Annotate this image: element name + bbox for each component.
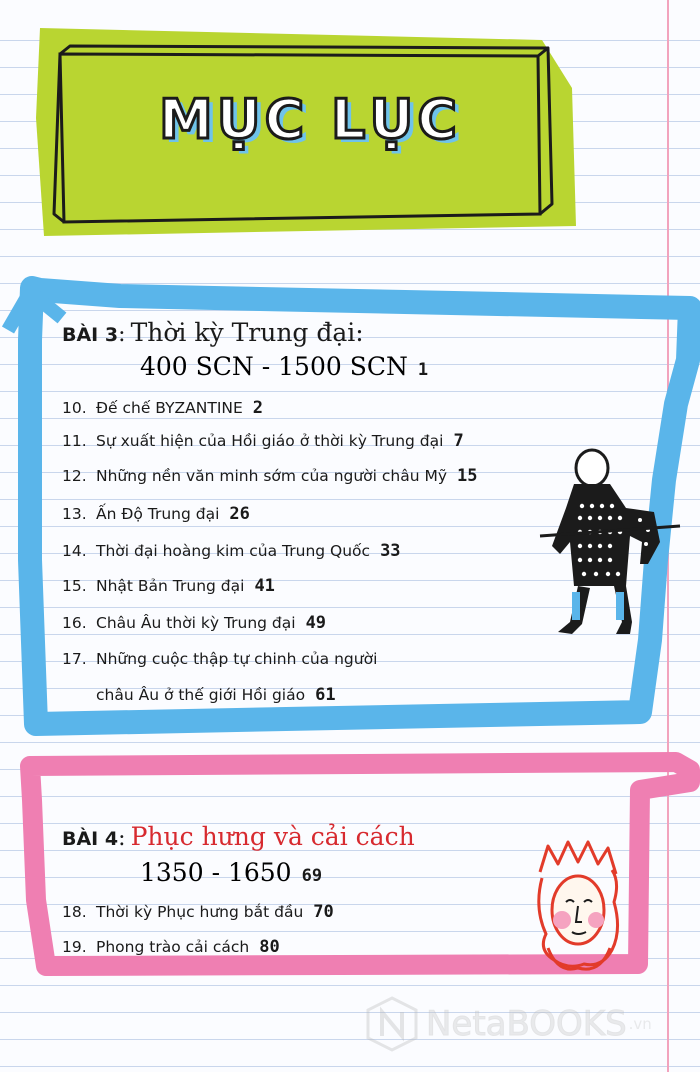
queen-illustration (528, 838, 628, 978)
toc-entry-number: 15. (62, 577, 87, 595)
toc-entry-title: Phong trào cải cách (96, 938, 250, 956)
page-title: MỤC LỤC (159, 88, 461, 151)
toc-entry-title: Ấn Độ Trung đại (96, 505, 220, 523)
toc-entry-title: Thời đại hoàng kim của Trung Quốc (96, 542, 371, 560)
toc-entry-18[interactable] (62, 902, 334, 922)
toc-entry-title: Những nền văn minh sớm của người châu Mỹ (96, 467, 448, 485)
toc-entry-number: 13. (62, 505, 87, 523)
toc-entry-number: 11. (62, 432, 87, 450)
toc-entry-number: 19. (62, 938, 87, 956)
toc-entry-number: 16. (62, 614, 87, 632)
section4-dates: 1350 - 1650 (140, 858, 292, 887)
section3-dates: 400 SCN - 1500 SCN (140, 352, 408, 381)
section4-title: Phục hưng và cải cách (130, 822, 415, 851)
watermark-name: NetaBOOKS (426, 1004, 627, 1044)
toc-entry-page: 15 (457, 466, 478, 486)
toc-entry-page: 2 (252, 398, 264, 418)
toc-entry-title-continued: châu Âu ở thế giới Hồi giáo (96, 686, 306, 704)
toc-entry-number: 10. (62, 399, 87, 417)
toc-entry-page: 7 (453, 431, 464, 451)
watermark (366, 996, 652, 1052)
toc-entry-page: 41 (254, 576, 275, 596)
toc-entry-number: 12. (62, 467, 87, 485)
samurai-illustration (530, 446, 690, 646)
section3-title: Thời kỳ Trung đại: (130, 318, 364, 347)
section3-label: BÀI 3 (62, 324, 119, 346)
toc-entry-page: 26 (229, 504, 250, 524)
section3-dates-line (140, 352, 428, 381)
toc-entry-title: Châu Âu thời kỳ Trung đại (96, 614, 296, 632)
toc-entry-page: 49 (305, 613, 327, 633)
toc-entry-title: Những cuộc thập tự chinh của người (96, 650, 378, 668)
toc-entry-number: 18. (62, 903, 87, 921)
section4-dates-line (140, 858, 322, 887)
toc-entry-17-continued[interactable] (96, 685, 336, 705)
section3-heading (62, 318, 364, 347)
toc-entry-title: Nhật Bản Trung đại (96, 577, 245, 595)
toc-entry-number: 17. (62, 650, 87, 668)
section4-label: BÀI 4 (62, 828, 119, 850)
toc-entry-page: 80 (259, 937, 280, 957)
section3-colon: : (118, 322, 126, 347)
toc-entry-page: 70 (313, 902, 334, 922)
toc-entry-12[interactable] (62, 466, 478, 486)
toc-entry-page: 33 (380, 541, 401, 561)
section4-page: 69 (301, 866, 323, 886)
toc-entry-title: Đế chế BYZANTINE (96, 399, 243, 417)
toc-entry-19[interactable] (62, 937, 280, 957)
section3-page: 1 (417, 360, 429, 380)
toc-entry-11[interactable] (62, 431, 464, 451)
toc-entry-title: Sự xuất hiện của Hồi giáo ở thời kỳ Trung đại (96, 432, 444, 450)
toc-entry-17[interactable] (62, 650, 377, 668)
toc-entry-title: Thời kỳ Phục hưng bắt đầu (96, 903, 304, 921)
netabooks-logo-icon (366, 996, 418, 1052)
toc-entry-10[interactable] (62, 398, 263, 418)
toc-entry-15[interactable] (62, 576, 275, 596)
toc-entry-14[interactable] (62, 541, 401, 561)
section4-heading (62, 822, 415, 851)
toc-entry-number: 14. (62, 542, 87, 560)
toc-entry-16[interactable] (62, 613, 326, 633)
watermark-suffix: .vn (628, 1015, 652, 1033)
toc-entry-page: 61 (315, 685, 336, 705)
section4-colon: : (118, 826, 126, 851)
toc-entry-13[interactable] (62, 504, 250, 524)
